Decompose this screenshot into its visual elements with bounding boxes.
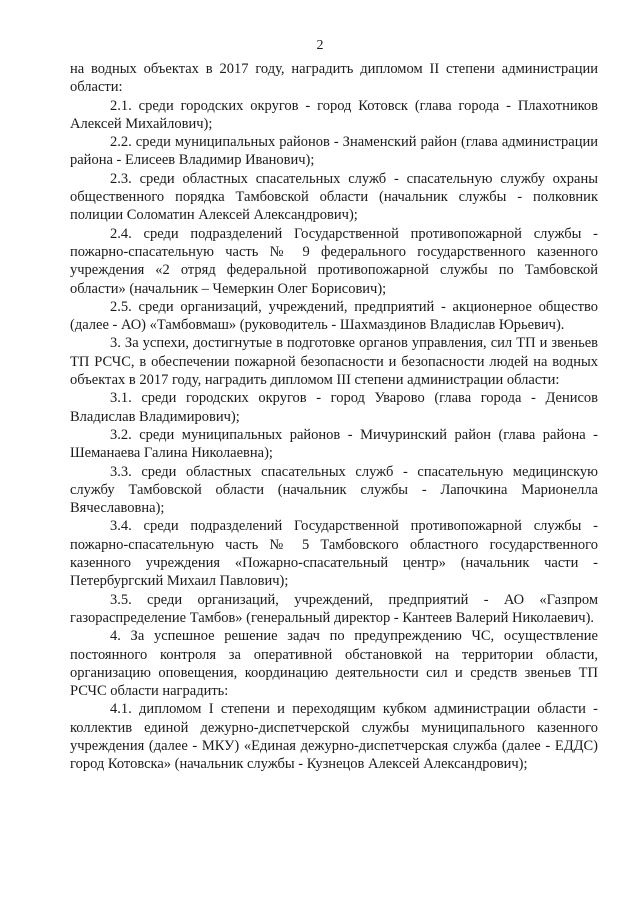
- paragraph-2-5: 2.5. среди организаций, учреждений, предприятий - акционерное общество (далее - АО) «Тамбовмаш» (руководитель - Шахмаздинов Владислав Юрьевич).: [70, 298, 598, 334]
- paragraph-3-3: 3.3. среди областных спасательных служб - спасательную медицинскую службу Тамбовской области (начальник службы - Лапочкина Марионелла Вячеславовна);: [70, 463, 598, 517]
- paragraph-2-3: 2.3. среди областных спасательных служб - спасательную службу охраны общественного порядка Тамбовской области (начальник службы - полковник полиции Соломатин Алексей Александрович);: [70, 170, 598, 224]
- paragraph-section-3: 3. За успехи, достигнутые в подготовке органов управления, сил ТП и звеньев ТП РСЧС, в обеспечении пожарной безопасности и безопасности людей на водных объектах в 2017 году, наградить дипломом III степени администрации области:: [70, 335, 598, 389]
- document-body: [70, 60, 598, 774]
- paragraph-2-4: 2.4. среди подразделений Государственной противопожарной службы - пожарно-спасательную часть № 9 федерального государственного казенного учреждения «2 отряд федеральной противопожарной службы по Тамбовской области» (начальник – Чемеркин Олег Борисович);: [70, 225, 598, 297]
- paragraph-3-4: 3.4. среди подразделений Государственной противопожарной службы - пожарно-спасательную часть № 5 Тамбовского областного государственного казенного учреждения «Пожарно-спасательный центр» (начальник части - Петербургский Михаил Павлович);: [70, 518, 598, 590]
- paragraph-4-1: 4.1. дипломом I степени и переходящим кубком администрации области - коллектив единой дежурно-диспетчерской службы муниципального казенного учреждения (далее - МКУ) «Единая дежурно-диспетчерская служба (далее - ЕДДС) город Котовска» (начальник службы - Кузнецов Алексей Александрович);: [70, 701, 598, 773]
- paragraph-3-5: 3.5. среди организаций, учреждений, предприятий - АО «Газпром газораспределение Тамбов» (генеральный директор - Кантеев Валерий Николаевич).: [70, 591, 598, 626]
- paragraph-intro: на водных объектах в 2017 году, наградить дипломом II степени администрации области:: [70, 61, 598, 96]
- paragraph-2-2: 2.2. среди муниципальных районов - Знаменский район (глава администрации района - Елисеев Владимир Иванович);: [70, 134, 598, 169]
- paragraph-3-2: 3.2. среди муниципальных районов - Мичуринский район (глава района - Шеманаева Галина Николаевна);: [70, 426, 598, 462]
- paragraph-section-4: 4. За успешное решение задач по предупреждению ЧС, осуществление постоянного контроля за оперативной обстановкой на территории области, организацию оповещения, координацию деятельности сил и средств звеньев ТП РСЧС области наградить:: [70, 628, 598, 700]
- paragraph-2-1: 2.1. среди городских округов - город Котовск (глава города - Плахотников Алексей Михайлович);: [70, 97, 598, 132]
- paragraph-3-1: 3.1. среди городских округов - город Уварово (глава города - Денисов Владислав Владимирович);: [70, 390, 598, 425]
- page-number: 2: [316, 38, 324, 53]
